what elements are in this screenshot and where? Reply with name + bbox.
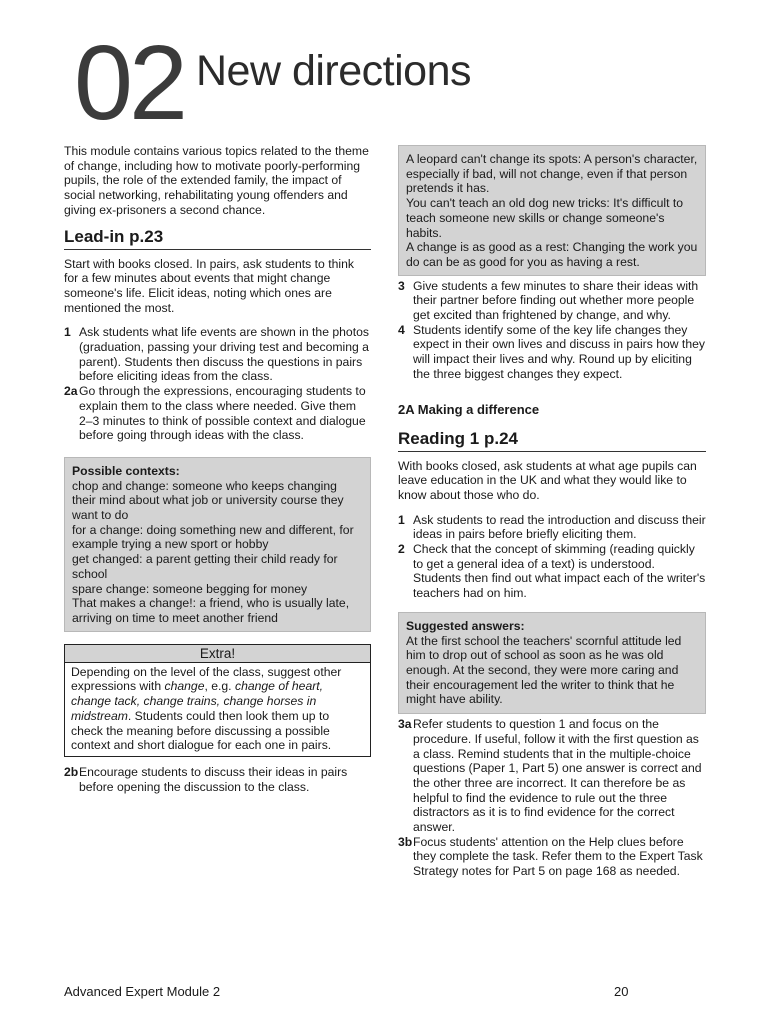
possible-contexts-box: [64, 457, 371, 632]
extra-text-part: Depending on the level of the class, suggest other expressions with: [71, 664, 342, 694]
item-label: 3b: [398, 834, 413, 849]
intro-paragraph: This module contains various topics related to the theme of change, including how to motivate poorly-performing pupils, the role of the extended family, the impact of social networking, rehabilitating young offenders and giving ex-prisoners a second chance.: [64, 144, 369, 217]
right-item-3: [398, 279, 706, 323]
item-label: 2a: [64, 384, 78, 399]
suggested-answers-box: [398, 612, 706, 714]
proverb-line: A leopard can't change its spots: A person's character, especially if bad, will not change, even if that person pretends it has.: [406, 152, 698, 196]
item-text: Students identify some of the key life changes they expect in their own lives and discuss in pairs how they will impact their lives and why. Round up by eliciting the three biggest changes they expect.: [413, 322, 705, 381]
reading-heading: Reading 1 p.24: [398, 428, 706, 452]
item-text: Ask students what life events are shown in the photos (graduation, passing your driving test and becoming a parent). Students then discuss the questions in pairs before eliciting ideas from the class.: [79, 325, 369, 384]
footer-book-title: Advanced Expert Module 2: [64, 984, 221, 999]
module-number: 02: [74, 24, 184, 142]
context-line: That makes a change!: a friend, who is usually late, arriving on time to meet another friend: [72, 596, 350, 625]
context-line: spare change: someone begging for money: [72, 581, 308, 596]
extra-emphasis: change of heart, change tack, change trains, change horses in midstream: [71, 679, 324, 723]
answers-text: At the first school the teachers' scornful attitude led him to drop out of school as soon as he was old enough. At the second, they were more caring and their encouragement led the writer to think that he might have ability.: [406, 633, 682, 707]
reading-item-3a: [398, 717, 706, 835]
item-label: 4: [398, 322, 405, 337]
leadin-intro: Start with books closed. In pairs, ask students to think for a few minutes about events that might change someone's life. Elicit ideas, noting which ones are mentioned the most.: [64, 256, 354, 315]
leadin-item-2a: [64, 384, 371, 443]
extra-heading: Extra!: [65, 645, 370, 663]
reading-item-3b: [398, 835, 706, 879]
box-heading: Suggested answers:: [406, 618, 525, 633]
leadin-heading: Lead-in p.23: [64, 226, 371, 250]
reading-intro: With books closed, ask students at what age pupils can leave education in the UK and what they would like to know about those who do.: [398, 458, 697, 502]
item-text: Encourage students to discuss their ideas in pairs before opening the discussion to the class.: [79, 764, 348, 794]
item-label: 1: [398, 512, 405, 527]
proverbs-box: [398, 145, 706, 276]
item-text: Go through the expressions, encouraging students to explain them to the class where needed. Give them 2–3 minutes to think of possible context and dialogue before going through ideas with the class.: [79, 384, 366, 443]
extra-text-part: , e.g.: [204, 679, 235, 694]
reading-item-2: [398, 542, 706, 601]
extra-emphasis: change: [164, 679, 205, 694]
reading-item-1: [398, 513, 706, 542]
context-line: get changed: a parent getting their child ready for school: [72, 552, 338, 581]
page-title: New directions: [196, 47, 471, 95]
leadin-item-2b: [64, 765, 371, 794]
right-item-4: [398, 323, 706, 382]
proverb-line: A change is as good as a rest: Changing the work you do can be as good for you as having a rest.: [406, 240, 698, 269]
item-text: Refer students to question 1 and focus on the procedure. If useful, follow it with the first question as a class. Remind students that in the multiple-choice questions (Paper 1, Part 5) one answer is correct and the other three are incorrect. It can therefore be as helpful to find the evidence to rule out the three distractors as it is to find evidence for the correct answer.: [413, 717, 702, 835]
context-line: for a change: doing something new and different, for example trying a new sport or hobby: [72, 522, 354, 552]
item-text: Give students a few minutes to share their ideas with their partner before finding out whether more people get excited than frightened by change, and why.: [413, 278, 699, 323]
item-text: Ask students to read the introduction and discuss their ideas in pairs before briefly eliciting them.: [413, 512, 706, 542]
proverb-line: You can't teach an old dog new tricks: It's difficult to teach someone new skills or change someone's habits.: [406, 196, 684, 240]
right-column: [398, 145, 706, 879]
context-line: chop and change: someone who keeps changing their mind about what job or university course they want to do: [72, 478, 344, 523]
item-text: Check that the concept of skimming (reading quickly to get a general idea of a text) is understood. Students then find out what impact each of the writer's teachers had on him.: [413, 542, 706, 601]
page-number: 20: [614, 984, 629, 999]
left-column: [64, 144, 371, 794]
item-label: 3: [398, 278, 405, 293]
item-label: 2b: [64, 764, 79, 779]
extra-box: [64, 644, 371, 757]
item-label: 2: [398, 542, 405, 557]
extra-text: [65, 663, 370, 756]
item-text: Focus students' attention on the Help clues before they complete the task. Refer them to the Expert Task Strategy notes for Part 5 on page 168 as needed.: [413, 834, 703, 879]
item-label: 3a: [398, 717, 412, 732]
extra-text-part: . Students could then look them up to check the meaning before discussing a possible context and short dialogue for each one in pairs.: [71, 708, 332, 753]
section-2a-heading: 2A Making a difference: [398, 401, 540, 417]
item-label: 1: [64, 325, 71, 340]
box-heading: Possible contexts:: [72, 463, 180, 478]
leadin-item-1: [64, 325, 371, 384]
